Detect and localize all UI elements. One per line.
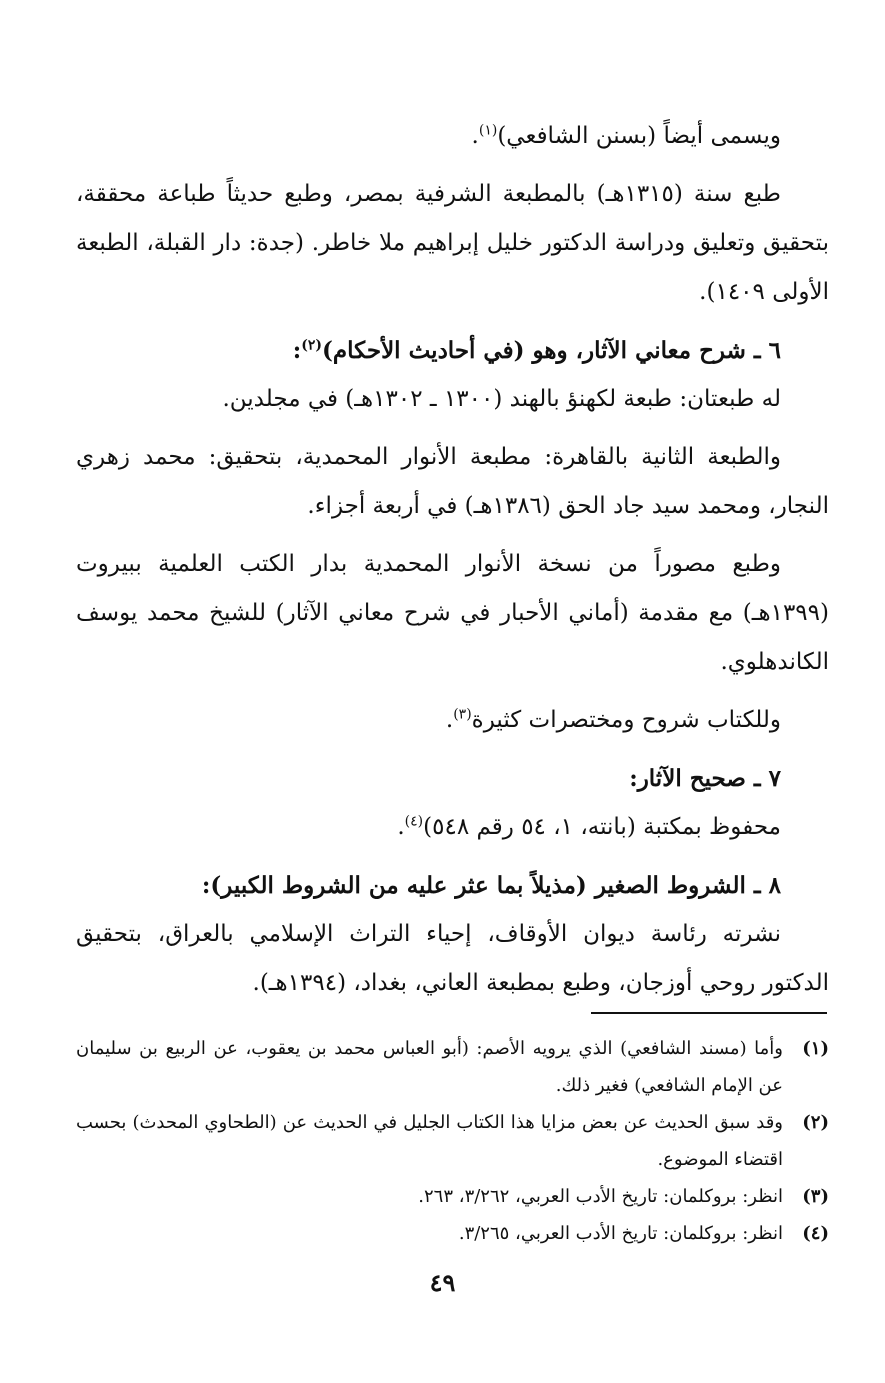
paragraph-sunan-edition: طبع سنة (١٣١٥هـ) بالمطبعة الشرفية بمصر، وطبع حديثاً طباعة محققة، بتحقيق وتعليق ودراسة الدكتور خليل إبراهيم ملا خاطر. (جدة: دار القبلة، الطبعة الأولى ١٤٠٩). <box>76 181 829 305</box>
footnote-text: انظر: بروكلمان: تاريخ الأدب العربي، ٣/٢٦٥. <box>458 1223 783 1244</box>
footnote-text: انظر: بروكلمان: تاريخ الأدب العربي، ٣/٢٦٢، ٢٦٣. <box>418 1186 783 1207</box>
paragraph-sunan-name: ويسمى أيضاً (بسنن الشافعي)$^{(١)}$. <box>471 122 781 149</box>
footnote-ref-2[interactable]: (٢) <box>301 337 323 354</box>
footnote-ref-3[interactable]: (٣) <box>453 706 472 723</box>
paragraph-shurut-edition: نشرته رئاسة ديوان الأوقاف، إحياء التراث الإسلامي بالعراق، بتحقيق الدكتور روحي أوزجان، وطبع بمطبعة العاني، بغداد، (١٣٩٤هـ). <box>76 921 829 996</box>
footnote-separator <box>591 1012 827 1014</box>
footnote-2 <box>76 1104 829 1178</box>
footnote-ref-1[interactable]: (١) <box>478 122 498 139</box>
footnote-number: (٣) <box>802 1186 829 1207</box>
footnote-text: وقد سبق الحديث عن بعض مزايا هذا الكتاب الجليل في الحديث عن (الطحاوي المحدث) بحسب اقتضاء الموضوع. <box>76 1112 783 1170</box>
page-number: ٤٩ <box>429 1268 456 1297</box>
paragraph-second-edition: والطبعة الثانية بالقاهرة: مطبعة الأنوار المحمدية، بتحقيق: محمد زهري النجار، ومحمد سيد جاد الحق (١٣٨٦هـ) في أربعة أجزاء. <box>76 444 829 519</box>
footnote-text: وأما (مسند الشافعي) الذي يرويه الأصم: (أبو العباس محمد بن يعقوب، عن الربيع بن سليمان عن الإمام الشافعي) فغير ذلك. <box>76 1038 783 1096</box>
footnotes-section <box>76 1030 829 1252</box>
heading-item-7: ٧ ـ صحيح الآثار: <box>629 765 781 792</box>
main-text <box>76 112 829 1017</box>
footnote-number: (٤) <box>802 1223 829 1244</box>
paragraph-two-editions: له طبعتان: طبعة لكهنؤ بالهند (١٣٠٠ ـ ١٣٠٢هـ) في مجلدين. <box>222 386 781 412</box>
paragraph-manuscript: محفوظ بمكتبة (بانته، ١، ٥٤ رقم ٥٤٨)$^{(٤)}$. <box>397 813 781 840</box>
footnote-3 <box>76 1178 829 1215</box>
footnote-number: (٢) <box>802 1112 829 1133</box>
footnote-ref-4[interactable]: (٤) <box>404 813 424 830</box>
footnote-1 <box>76 1030 829 1104</box>
footnote-number: (١) <box>802 1038 829 1059</box>
footnote-4 <box>76 1215 829 1252</box>
paragraph-photocopy-edition: وطبع مصوراً من نسخة الأنوار المحمدية بدار الكتب العلمية ببيروت (١٣٩٩هـ) مع مقدمة (أماني الأحبار في شرح معاني الآثار) للشيخ محمد يوسف الكاندهلوي. <box>76 551 829 675</box>
paragraph-commentaries: وللكتاب شروح ومختصرات كثيرة$^{(٣)}$. <box>445 706 781 733</box>
heading-item-8: ٨ ـ الشروط الصغير (مذيلاً بما عثر عليه من الشروط الكبير): <box>201 872 781 899</box>
heading-item-6: ٦ ـ شرح معاني الآثار، وهو (في أحاديث الأحكام)$^{(٢)}$: <box>292 337 781 364</box>
